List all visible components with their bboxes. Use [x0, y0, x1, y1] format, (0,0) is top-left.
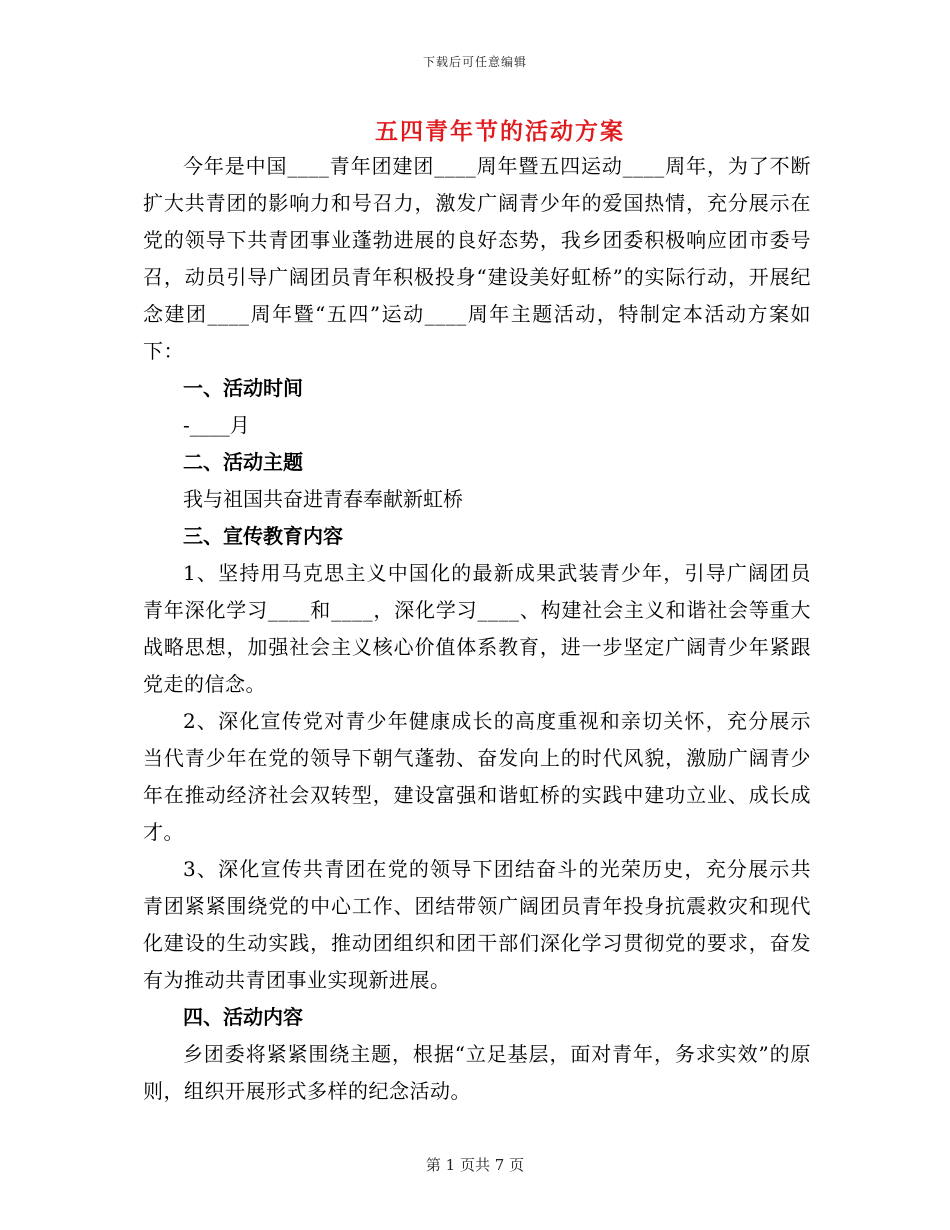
education-paragraph-1: 1、坚持用马克思主义中国化的最新成果武装青少年，引导广阔团员青年深化学习____和____，深化学习____、构建社会主义和谐社会等重大战略思想，加强社会主义核心价值体系教育，进一步坚定广阔青少年紧跟党走的信念。 — [143, 561, 811, 696]
page-footer: 第 1 页共 7 页 — [425, 1156, 525, 1174]
education-paragraph-2: 2、深化宣传党对青少年健康成长的高度重视和亲切关怀，充分展示当代青少年在党的领导下朝气蓬勃、奋发向上的时代风貌，激励广阔青少年在推动经济社会双转型，建设富强和谐虹桥的实践中建功立业、成长成才。 — [143, 709, 811, 844]
section-text-time: -____月 — [183, 413, 250, 437]
document-title: 五四青年节的活动方案 — [375, 119, 625, 145]
activities-paragraph: 乡团委将紧紧围绕主题，根据“立足基层，面对青年，务求实效”的原则，组织开展形式多样的纪念活动。 — [143, 1042, 811, 1103]
education-paragraph-3: 3、深化宣传共青团在党的领导下团结奋斗的光荣历史，充分展示共青团紧紧围绕党的中心工作、团结带领广阔团员青年投身抗震救灾和现代化建设的生动实践，推动团组织和团干部们深化学习贯彻党的要求，奋发有为推动共青团事业实现新进展。 — [143, 857, 811, 992]
section-heading-time: 一、活动时间 — [183, 376, 303, 400]
section-text-theme: 我与祖国共奋进青春奉献新虹桥 — [183, 487, 463, 511]
header-note: 下载后可任意编辑 — [422, 55, 527, 69]
intro-paragraph: 今年是中国____青年团建团____周年暨五四运动____周年，为了不断扩大共青团的影响力和号召力，激发广阔青少年的爱国热情，充分展示在党的领导下共青团事业蓬勃进展的良好态势，我乡团委积极响应团市委号召，动员引导广阔团员青年积极投身“建设美好虹桥”的实际行动，开展纪念建团____周年暨“五四”运动____周年主题活动，特制定本活动方案如下： — [143, 154, 811, 363]
section-heading-theme: 二、活动主题 — [183, 450, 303, 474]
document-body — [143, 148, 811, 1110]
section-heading-activities: 四、活动内容 — [183, 1005, 303, 1029]
section-heading-education: 三、宣传教育内容 — [183, 524, 343, 548]
